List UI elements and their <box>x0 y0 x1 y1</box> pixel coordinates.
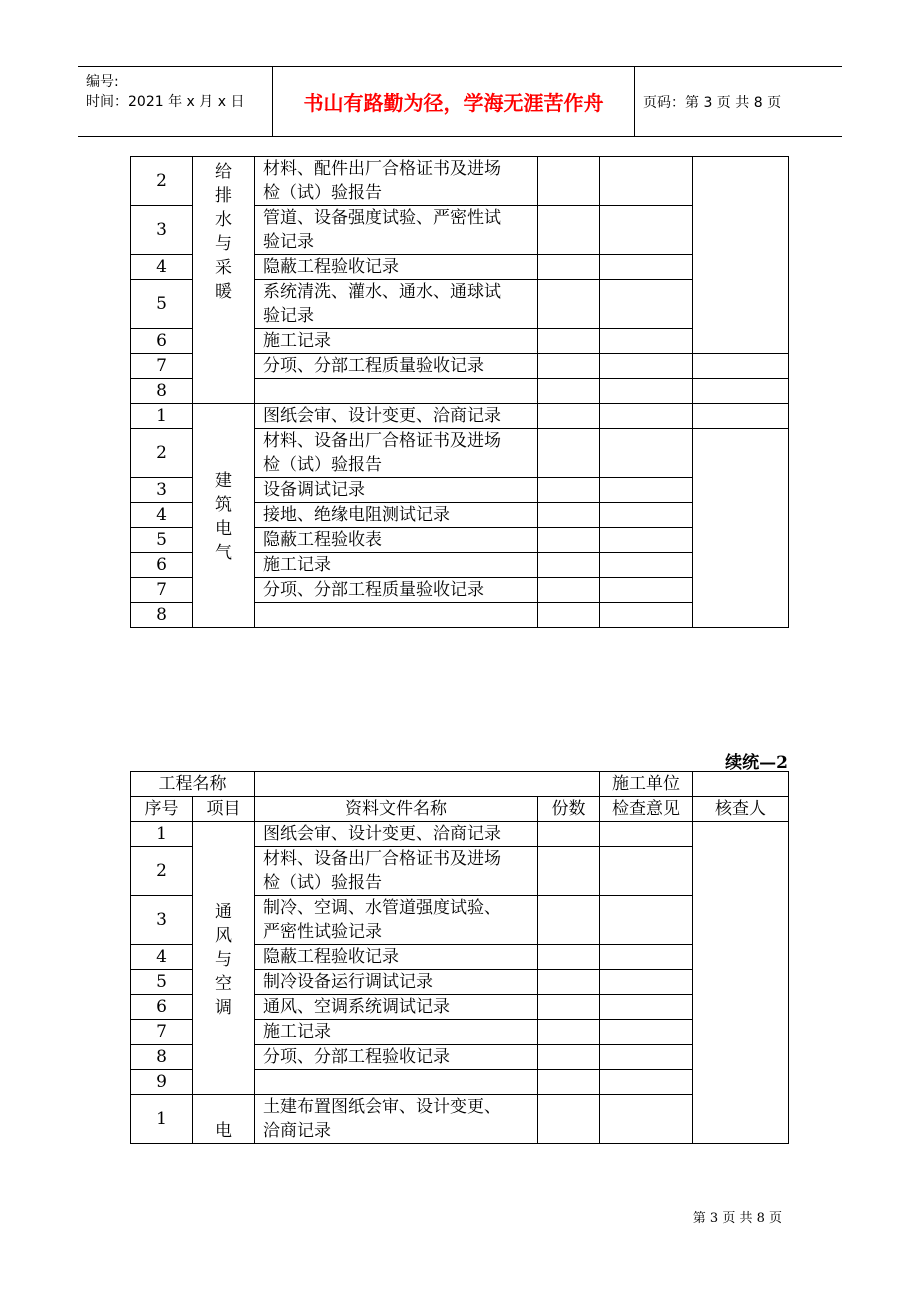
opinion-cell[interactable] <box>600 553 693 578</box>
row-number: 4 <box>131 503 193 528</box>
copies-cell[interactable] <box>538 1095 600 1144</box>
row-number: 4 <box>131 255 193 280</box>
category-char: 采 <box>215 258 232 278</box>
copies-cell[interactable] <box>538 1045 600 1070</box>
contractor-value[interactable] <box>693 772 789 797</box>
project-name-value[interactable] <box>255 772 600 797</box>
document-name <box>255 379 538 404</box>
copies-cell[interactable] <box>538 822 600 847</box>
checker-cell[interactable] <box>693 379 789 404</box>
row-number: 7 <box>131 1020 193 1045</box>
category-char: 与 <box>215 949 232 970</box>
document-line: 隐蔽工程验收记录 <box>263 947 399 967</box>
table-row <box>131 404 789 429</box>
row-number: 4 <box>131 945 193 970</box>
opinion-cell[interactable] <box>600 280 693 329</box>
document-line: 土建布置图纸会审、设计变更、 <box>263 1097 501 1117</box>
row-number: 3 <box>131 206 193 255</box>
document-line: 隐蔽工程验收记录 <box>263 257 399 277</box>
category-char: 调 <box>215 997 232 1018</box>
document-line: 系统清洗、灌水、通水、通球试 <box>263 282 501 302</box>
document-line: 洽商记录 <box>263 1121 331 1141</box>
copies-cell[interactable] <box>538 429 600 478</box>
table-row <box>131 822 789 847</box>
document-line: 制冷设备运行调试记录 <box>263 972 433 992</box>
category-char: 筑 <box>215 495 232 515</box>
checker-cell[interactable] <box>693 404 789 429</box>
row-number: 3 <box>131 896 193 945</box>
copies-cell[interactable] <box>538 970 600 995</box>
row-number: 9 <box>131 1070 193 1095</box>
copies-cell[interactable] <box>538 404 600 429</box>
category-name <box>193 466 254 565</box>
copies-cell[interactable] <box>538 379 600 404</box>
document-name <box>255 404 538 429</box>
document-name <box>255 354 538 379</box>
row-number: 2 <box>131 847 193 896</box>
document-line: 图纸会审、设计变更、洽商记录 <box>263 824 501 844</box>
document-name <box>255 945 538 970</box>
table-row <box>131 1095 789 1144</box>
document-line: 材料、设备出厂合格证书及进场 <box>263 431 501 451</box>
row-number: 5 <box>131 970 193 995</box>
document-name <box>255 1045 538 1070</box>
category-char: 水 <box>215 210 232 230</box>
document-line: 验记录 <box>263 232 314 252</box>
document-line: 检（试）验报告 <box>263 873 382 893</box>
header-motto-cell <box>273 67 635 136</box>
document-line: 接地、绝缘电阻测试记录 <box>263 505 450 525</box>
category-char: 暖 <box>215 282 232 302</box>
document-line: 施工记录 <box>263 555 331 575</box>
category-char: 给 <box>215 162 232 182</box>
document-name <box>255 847 538 896</box>
document-name <box>255 1070 538 1095</box>
header-meta <box>78 67 273 136</box>
opinion-cell[interactable] <box>600 404 693 429</box>
row-number: 6 <box>131 553 193 578</box>
document-name <box>255 329 538 354</box>
project-name-label: 工程名称 <box>131 772 255 797</box>
document-name <box>255 429 538 478</box>
opinion-cell[interactable] <box>600 379 693 404</box>
row-number: 1 <box>131 1095 193 1144</box>
row-number: 1 <box>131 822 193 847</box>
col-header-no: 序号 <box>131 797 193 822</box>
category-char: 气 <box>215 543 232 563</box>
document-line: 设备调试记录 <box>263 480 365 500</box>
category-char: 排 <box>215 186 232 206</box>
project-info-row <box>131 772 789 797</box>
document-name <box>255 603 538 628</box>
copies-cell[interactable] <box>538 503 600 528</box>
opinion-cell[interactable] <box>600 1095 693 1144</box>
row-number: 8 <box>131 1045 193 1070</box>
checker-cell[interactable] <box>693 157 789 354</box>
checklist-table-1 <box>130 156 789 628</box>
category-electrical-2 <box>193 1095 255 1144</box>
copies-cell[interactable] <box>538 329 600 354</box>
copies-cell[interactable] <box>538 578 600 603</box>
row-number: 5 <box>131 280 193 329</box>
document-line: 材料、设备出厂合格证书及进场 <box>263 849 501 869</box>
row-number: 1 <box>131 404 193 429</box>
row-number: 8 <box>131 603 193 628</box>
col-header-document: 资料文件名称 <box>255 797 538 822</box>
document-line: 施工记录 <box>263 1022 331 1042</box>
document-line: 检（试）验报告 <box>263 455 382 475</box>
category-char: 电 <box>215 519 232 539</box>
opinion-cell[interactable] <box>600 995 693 1020</box>
copies-cell[interactable] <box>538 945 600 970</box>
row-number: 7 <box>131 354 193 379</box>
copies-cell[interactable] <box>538 354 600 379</box>
copies-cell[interactable] <box>538 206 600 255</box>
category-char: 通 <box>215 901 232 922</box>
document-line: 通风、空调系统调试记录 <box>263 997 450 1017</box>
checker-cell[interactable] <box>693 354 789 379</box>
document-name <box>255 1020 538 1045</box>
column-header-row <box>131 797 789 822</box>
opinion-cell[interactable] <box>600 503 693 528</box>
opinion-cell[interactable] <box>600 822 693 847</box>
document-line: 管道、设备强度试验、严密性试 <box>263 208 501 228</box>
row-number: 6 <box>131 329 193 354</box>
document-name <box>255 280 538 329</box>
row-number: 6 <box>131 995 193 1020</box>
document-line: 材料、配件出厂合格证书及进场 <box>263 159 501 179</box>
document-line: 施工记录 <box>263 331 331 351</box>
opinion-cell[interactable] <box>600 478 693 503</box>
opinion-cell[interactable] <box>600 603 693 628</box>
document-name <box>255 822 538 847</box>
document-line: 严密性试验记录 <box>263 922 382 942</box>
opinion-cell[interactable] <box>600 896 693 945</box>
category-ventilation <box>193 822 255 1095</box>
opinion-cell[interactable] <box>600 945 693 970</box>
document-name <box>255 970 538 995</box>
checklist-table-2 <box>130 771 789 1144</box>
document-name <box>255 553 538 578</box>
checker-cell[interactable] <box>693 822 789 1144</box>
document-line: 隐蔽工程验收表 <box>263 530 382 550</box>
col-header-checker: 核查人 <box>693 797 789 822</box>
category-name <box>193 897 254 1020</box>
category-name <box>193 157 254 304</box>
opinion-cell[interactable] <box>600 429 693 478</box>
header-motto: 书山有路勤为径，学海无涯苦作舟 <box>303 91 604 115</box>
col-header-opinion: 检查意见 <box>600 797 693 822</box>
opinion-cell[interactable] <box>600 1020 693 1045</box>
document-name <box>255 528 538 553</box>
header-page-number: 页码：第 3 页 共 8 页 <box>643 94 782 111</box>
copies-cell[interactable] <box>538 157 600 206</box>
document-name <box>255 995 538 1020</box>
category-char: 风 <box>215 925 232 946</box>
opinion-cell[interactable] <box>600 255 693 280</box>
document-name <box>255 206 538 255</box>
category-electrical <box>193 404 255 628</box>
document-line: 分项、分部工程验收记录 <box>263 1047 450 1067</box>
document-line: 图纸会审、设计变更、洽商记录 <box>263 406 501 426</box>
document-time: 时间：2021 年 x 月 x 日 <box>86 94 245 110</box>
opinion-cell[interactable] <box>600 206 693 255</box>
category-char: 空 <box>215 973 232 994</box>
document-code-label: 编号: <box>86 74 119 90</box>
opinion-cell[interactable] <box>600 157 693 206</box>
row-number: 2 <box>131 157 193 206</box>
category-char: 与 <box>215 234 232 254</box>
opinion-cell[interactable] <box>600 329 693 354</box>
contractor-label: 施工单位 <box>600 772 693 797</box>
document-name <box>255 478 538 503</box>
copies-cell[interactable] <box>538 528 600 553</box>
document-name <box>255 503 538 528</box>
opinion-cell[interactable] <box>600 354 693 379</box>
document-line: 分项、分部工程质量验收记录 <box>263 356 484 376</box>
category-char: 建 <box>215 471 232 491</box>
opinion-cell[interactable] <box>600 528 693 553</box>
row-number: 3 <box>131 478 193 503</box>
copies-cell[interactable] <box>538 255 600 280</box>
document-name <box>255 1095 538 1144</box>
category-char: 电 <box>215 1121 232 1141</box>
row-number: 5 <box>131 528 193 553</box>
opinion-cell[interactable] <box>600 1045 693 1070</box>
document-name <box>255 255 538 280</box>
copies-cell[interactable] <box>538 847 600 896</box>
checker-cell[interactable] <box>693 429 789 628</box>
opinion-cell[interactable] <box>600 1070 693 1095</box>
copies-cell[interactable] <box>538 553 600 578</box>
copies-cell[interactable] <box>538 280 600 329</box>
opinion-cell[interactable] <box>600 970 693 995</box>
row-number: 2 <box>131 429 193 478</box>
copies-cell[interactable] <box>538 896 600 945</box>
document-name <box>255 896 538 945</box>
document-line: 分项、分部工程质量验收记录 <box>263 580 484 600</box>
continuation-title: 续统—2 <box>725 753 788 773</box>
category-water-heating <box>193 157 255 404</box>
copies-cell[interactable] <box>538 1020 600 1045</box>
document-name <box>255 578 538 603</box>
row-number: 7 <box>131 578 193 603</box>
copies-cell[interactable] <box>538 1070 600 1095</box>
header-page-cell <box>635 67 842 136</box>
page-footer: 第 3 页 共 8 页 <box>692 1211 782 1226</box>
document-line: 检（试）验报告 <box>263 183 382 203</box>
col-header-copies: 份数 <box>538 797 600 822</box>
opinion-cell[interactable] <box>600 847 693 896</box>
document-line: 制冷、空调、水管道强度试验、 <box>263 898 501 918</box>
opinion-cell[interactable] <box>600 578 693 603</box>
copies-cell[interactable] <box>538 603 600 628</box>
category-name <box>193 1119 254 1143</box>
document-line: 验记录 <box>263 306 314 326</box>
document-name <box>255 157 538 206</box>
table-row <box>131 157 789 206</box>
page-header <box>78 66 842 137</box>
copies-cell[interactable] <box>538 478 600 503</box>
copies-cell[interactable] <box>538 995 600 1020</box>
col-header-item: 项目 <box>193 797 255 822</box>
row-number: 8 <box>131 379 193 404</box>
